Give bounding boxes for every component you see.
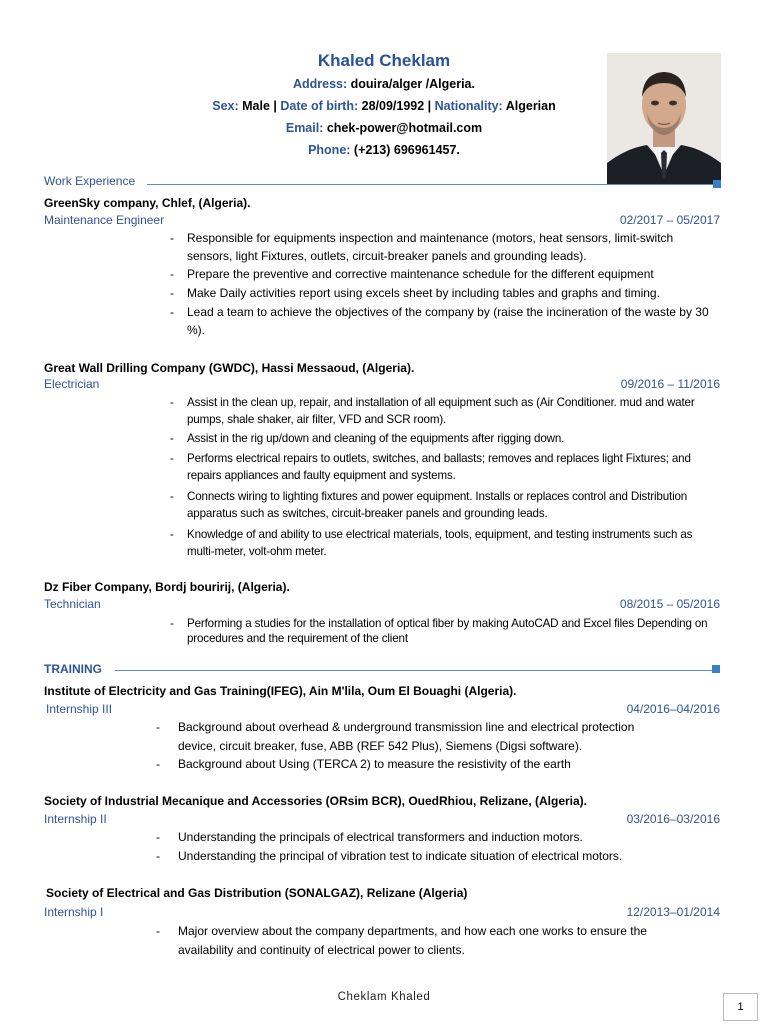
- dob-value: 28/09/1992: [358, 99, 428, 113]
- bullet-text: Assist in the rig up/down and cleaning of the equipments after rigging down.: [187, 432, 565, 445]
- bullet-dash: -: [170, 432, 174, 445]
- nationality-value: Algerian: [502, 99, 556, 113]
- bullet-text: Connects wiring to lighting fixtures and power equipment. Installs or replaces control and Distribution apparatus such as switches, circuit-breaker panels and grounding leads.: [187, 490, 688, 520]
- job-bullet: [170, 616, 722, 646]
- job-bullet: [170, 285, 720, 303]
- bullet-dash: -: [170, 528, 174, 541]
- bullet-dash: -: [170, 286, 174, 300]
- bullet-dash: -: [156, 757, 160, 771]
- candidate-name: Khaled Cheklam: [317, 51, 451, 70]
- bullet-dash: -: [170, 305, 174, 319]
- training-role: Internship II: [44, 812, 107, 826]
- sex-value: Male: [238, 99, 274, 113]
- job-role: Maintenance Engineer: [44, 213, 165, 227]
- bullet-text: Make Daily activities report using excels sheet by including tables and graphs and timing.: [187, 286, 660, 300]
- footer-name: Cheklam Khaled: [337, 991, 431, 1003]
- separator: |: [273, 99, 281, 113]
- bullet-text: Performs electrical repairs to outlets, switches, and ballasts; removes and replaces light Fixtures; and repairs appliances and faulty equipment and systems.: [187, 452, 691, 482]
- job-bullet: [170, 430, 722, 447]
- dob-label: Date of birth:: [280, 99, 359, 113]
- phone-label: Phone:: [308, 143, 351, 157]
- bullet-text: Understanding the principal of vibration test to indicate situation of electrical motors.: [178, 849, 623, 863]
- bullet-dash: -: [170, 490, 174, 503]
- address-value: douira/alger /Algeria.: [347, 77, 475, 91]
- training-bullet: [156, 718, 648, 756]
- training-role: Internship I: [44, 905, 104, 919]
- job-organization: Great Wall Drilling Company (GWDC), Hassi Messaoud, (Algeria).: [44, 361, 415, 375]
- training-organization: Society of Electrical and Gas Distribution (SONALGAZ), Relizane (Algeria): [46, 886, 468, 900]
- job-bullet: [170, 304, 720, 339]
- training-dates: 03/2016–03/2016: [626, 812, 720, 826]
- training-organization: Society of Industrial Mecanique and Accessories (ORsim BCR), OuedRhiou, Relizane, (Algeria).: [44, 794, 587, 808]
- job-dates: 08/2015 – 05/2016: [619, 597, 720, 611]
- section-rule: [115, 670, 715, 671]
- job-bullet: [170, 266, 720, 284]
- training-organization: Institute of Electricity and Gas Training(IFEG), Ain M'lila, Oum El Bouaghi (Algeria).: [44, 684, 517, 698]
- job-bullet: [170, 488, 722, 522]
- training-bullet: [156, 922, 703, 960]
- email-value[interactable]: chek-power@hotmail.com: [323, 121, 483, 135]
- job-bullet: [170, 230, 720, 265]
- training-dates: 12/2013–01/2014: [626, 905, 720, 919]
- bullet-text: Background about Using (TERCA 2) to measure the resistivity of the earth: [178, 757, 571, 771]
- bullet-text: Understanding the principals of electrical transformers and induction motors.: [178, 830, 583, 844]
- address-label: Address:: [292, 77, 348, 91]
- job-bullet: [170, 394, 722, 428]
- bullet-text: Responsible for equipments inspection and maintenance (motors, heat sensors, limit-switch sensors, light Fixtures, outlets, circuit-breaker panels and grounding leads).: [187, 231, 674, 263]
- section-square-icon: [713, 180, 721, 188]
- bullet-dash: -: [170, 267, 174, 281]
- section-rule: [147, 184, 717, 185]
- bullet-text: Major overview about the company departments, and how each one works to ensure the availability and continuity of electrical power to clients.: [178, 924, 647, 957]
- section-title-work-experience: Work Experience: [44, 174, 136, 188]
- job-role: Electrician: [44, 377, 100, 391]
- section-square-icon: [712, 665, 720, 673]
- bullet-dash: -: [170, 231, 174, 245]
- profile-photo: [607, 53, 721, 184]
- bullet-text: Lead a team to achieve the objectives of the company by (raise the incineration of the waste by 30 %).: [187, 305, 709, 337]
- training-dates: 04/2016–04/2016: [626, 702, 720, 716]
- section-title-training: TRAINING: [44, 662, 102, 676]
- bullet-text: Background about overhead & underground transmission line and electrical protection device, circuit breaker, fuse, ABB (REF 542 Plus), Siemens (Digsi software).: [178, 720, 635, 753]
- bullet-dash: -: [156, 720, 160, 734]
- bullet-text: Assist in the clean up, repair, and installation of all equipment such as (Air Conditioner. mud and water pumps, shale shaker, air filter, VFD and SCR room).: [187, 396, 695, 426]
- separator: |: [427, 99, 435, 113]
- bullet-dash: -: [156, 830, 160, 844]
- bullet-dash: -: [170, 617, 174, 630]
- job-bullet: [170, 450, 722, 484]
- training-bullet: [156, 848, 708, 866]
- bullet-dash: -: [156, 924, 160, 938]
- job-organization: GreenSky company, Chlef, (Algeria).: [44, 196, 251, 210]
- job-bullet: [170, 526, 722, 560]
- job-organization: Dz Fiber Company, Bordj bouririj, (Algeria).: [44, 580, 290, 594]
- phone-value: (+213) 696961457.: [350, 143, 460, 157]
- bullet-text: Prepare the preventive and corrective maintenance schedule for the different equipment: [187, 267, 654, 281]
- job-dates: 02/2017 – 05/2017: [619, 213, 720, 227]
- nationality-label: Nationality:: [434, 99, 503, 113]
- bullet-dash: -: [156, 849, 160, 863]
- email-label: Email:: [285, 121, 324, 135]
- bullet-dash: -: [170, 452, 174, 465]
- bullet-dash: -: [170, 396, 174, 409]
- training-bullet: [156, 829, 708, 847]
- sex-label: Sex:: [212, 99, 239, 113]
- training-bullet: [156, 756, 708, 774]
- bullet-text: Knowledge of and ability to use electrical materials, tools, equipment, and testing instruments such as multi-meter, volt-ohm meter.: [187, 528, 693, 558]
- job-dates: 09/2016 – 11/2016: [620, 377, 720, 391]
- training-role: Internship III: [46, 702, 113, 716]
- bullet-text: Performing a studies for the installation of optical fiber by making AutoCAD and Excel files Depending on procedures and the requirement of the client: [187, 617, 708, 645]
- job-role: Technician: [44, 597, 101, 611]
- page-number: 1: [723, 993, 758, 1021]
